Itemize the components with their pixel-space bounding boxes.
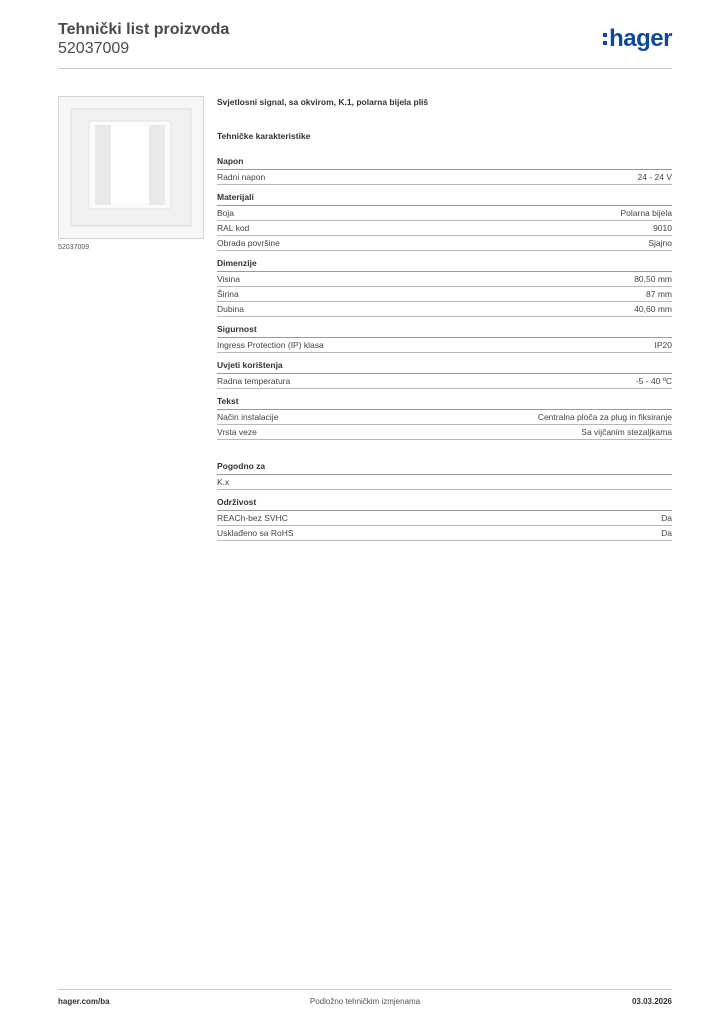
spec-row	[217, 302, 672, 317]
spec-value: 87 mm	[646, 289, 672, 299]
spec-value: Sa vijčanim stezaljkama	[581, 427, 672, 437]
spec-group	[217, 396, 672, 440]
product-name: Svjetlosni signal, sa okvirom, K.1, polarna bijela pliš	[217, 97, 429, 107]
logo-text: hager	[609, 25, 672, 52]
image-caption: 52037009	[58, 244, 90, 251]
page-header	[58, 20, 672, 68]
spec-label: Širina	[217, 289, 239, 299]
footer-divider	[58, 989, 672, 990]
spec-label: Radna temperatura	[217, 376, 291, 386]
spec-group-title: Tekst	[217, 396, 672, 410]
product-code: 52037009	[58, 40, 130, 57]
spec-row	[217, 511, 672, 526]
spec-value: Polarna bijela	[620, 208, 672, 218]
spec-value: Da	[661, 513, 672, 523]
spec-value: 80,50 mm	[634, 274, 672, 284]
spec-group	[217, 156, 672, 185]
spec-label: RAL kod	[217, 223, 250, 233]
spec-value: IP20	[654, 340, 672, 350]
spec-label: Dubina	[217, 304, 244, 314]
spec-value: -5 - 40 ºC	[635, 376, 672, 386]
spec-group	[217, 360, 672, 389]
spec-groups	[217, 156, 672, 541]
spec-row	[217, 475, 672, 490]
spec-label: Ingress Protection (IP) klasa	[217, 340, 324, 350]
hager-logo	[603, 26, 672, 52]
spec-value: Da	[661, 528, 672, 538]
spec-label: REACh-bez SVHC	[217, 513, 288, 523]
page-title: Tehnički list proizvoda	[58, 21, 230, 38]
spec-row	[217, 170, 672, 185]
footer-date: 03.03.2026	[631, 997, 672, 1006]
spec-label: Način instalacije	[217, 412, 279, 422]
spec-group	[217, 192, 672, 251]
spec-content	[217, 96, 672, 548]
spec-group-title: Materijali	[217, 192, 672, 206]
spec-row	[217, 221, 672, 236]
spec-row	[217, 374, 672, 389]
spec-row	[217, 410, 672, 425]
footer-note: Podložno tehničkim izmjenama	[309, 997, 421, 1006]
spec-group	[217, 461, 672, 490]
spec-group	[217, 324, 672, 353]
spec-group-title: Uvjeti korištenja	[217, 360, 672, 374]
header-divider	[58, 68, 672, 69]
spec-value: Centralna ploča za plug in fiksiranje	[537, 412, 672, 422]
spec-value: 24 - 24 V	[637, 172, 672, 182]
spec-label: Obrada površine	[217, 238, 280, 248]
spec-label: Usklađeno sa RoHS	[217, 528, 294, 538]
spec-row	[217, 287, 672, 302]
spec-row	[217, 272, 672, 287]
spec-label: Vrsta veze	[217, 427, 257, 437]
spec-row	[217, 526, 672, 541]
spec-label: Radni napon	[217, 172, 266, 182]
spec-row	[217, 425, 672, 440]
spec-group-title: Napon	[217, 156, 672, 170]
spec-group-title: Održivost	[217, 497, 672, 511]
spec-group	[217, 497, 672, 541]
product-image	[58, 96, 204, 239]
spec-row	[217, 236, 672, 251]
spec-label: Visina	[217, 274, 240, 284]
page-footer	[58, 997, 672, 1011]
spec-label: K.x	[217, 477, 230, 487]
spec-row	[217, 338, 672, 353]
spec-group-title: Sigurnost	[217, 324, 672, 338]
spec-group-title: Dimenzije	[217, 258, 672, 272]
spec-group-title: Pogodno za	[217, 461, 672, 475]
spec-value: Sjajno	[648, 238, 672, 248]
footer-website[interactable]: hager.com/ba	[58, 997, 110, 1006]
characteristics-heading: Tehničke karakteristike	[217, 131, 311, 141]
spec-group	[217, 258, 672, 317]
spec-value: 9010	[653, 223, 672, 233]
spec-row	[217, 206, 672, 221]
logo-dots-icon	[603, 33, 607, 45]
spec-label: Boja	[217, 208, 235, 218]
light-signal-icon	[59, 97, 203, 238]
spec-value: 40,60 mm	[634, 304, 672, 314]
section-spacer	[217, 447, 672, 461]
